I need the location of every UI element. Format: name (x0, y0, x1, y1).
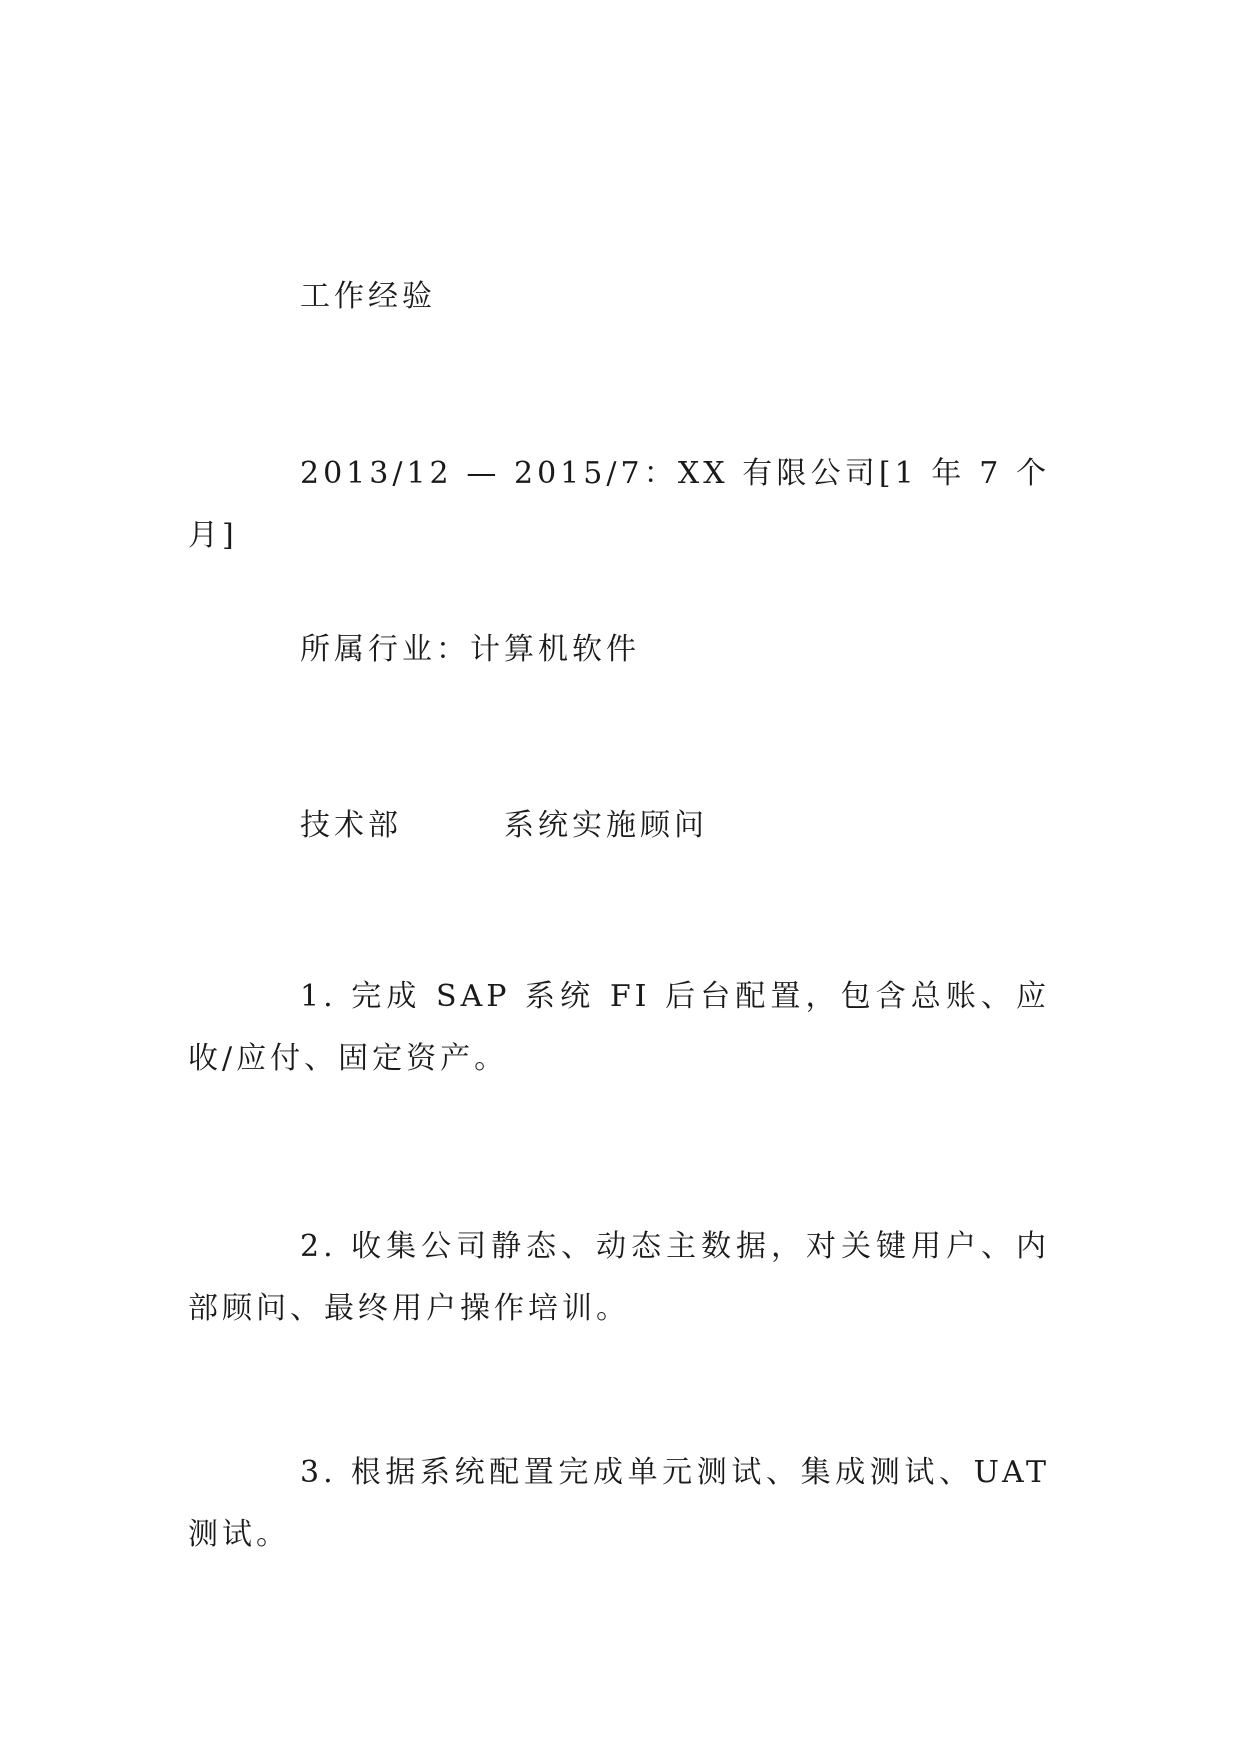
industry-line: 所属行业：计算机软件 (300, 632, 640, 667)
section-heading: 工作经验 (300, 279, 436, 314)
employment-period: 2013/12 — 2015/7：XX 有限公司[1 年 7 个月] (188, 456, 1050, 553)
duty-item-2: 2. 收集公司静态、动态主数据，对关键用户、内部顾问、最终用户操作培训。 (188, 1229, 1050, 1326)
department-role-line: 技术部 系统实施顾问 (300, 808, 708, 843)
duty-item-1: 1. 完成 SAP 系统 FI 后台配置，包含总账、应收/应付、固定资产。 (188, 979, 1050, 1076)
duty-item-3: 3. 根据系统配置完成单元测试、集成测试、UAT 测试。 (188, 1455, 1064, 1552)
